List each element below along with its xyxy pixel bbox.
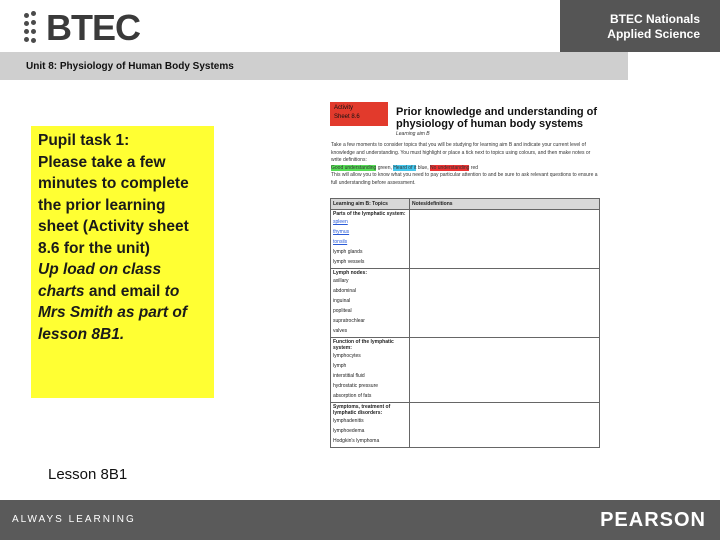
activity-sheet-image	[324, 98, 602, 464]
logo-dots-icon	[24, 11, 42, 45]
topic-item: supratrochlear	[333, 318, 365, 324]
btec-logo	[24, 7, 140, 48]
key-red-suffix: red	[470, 164, 479, 171]
key-green-suffix: green,	[377, 164, 392, 171]
table-row	[331, 403, 600, 448]
qualification-banner	[560, 0, 720, 52]
topic-item: popliteal	[333, 308, 352, 314]
key-blue-suffix: blue,	[417, 164, 429, 171]
sheet-subtitle: Learning aim B	[396, 131, 430, 137]
topic-item: interstitial fluid	[333, 373, 365, 379]
topic-item: thymus	[333, 229, 350, 235]
topic-item: lymphadenitis	[333, 418, 364, 424]
header	[0, 0, 720, 52]
topic-item: hydrostatic pressure	[333, 383, 379, 389]
topics-table	[330, 198, 600, 448]
banner-line1: BTEC Nationals	[609, 12, 700, 26]
banner-line2: Applied Science	[607, 27, 700, 41]
activity-badge	[330, 102, 388, 126]
topic-item: lymph glands	[333, 249, 363, 255]
task-and-email: and email	[88, 282, 161, 300]
table-row	[331, 210, 600, 269]
footer	[0, 500, 720, 540]
section-title: Parts of the lymphatic system:	[333, 211, 406, 217]
unit-bar-arrow	[600, 52, 628, 80]
topic-item: abdominal	[333, 288, 357, 294]
table-row	[331, 269, 600, 338]
sheet-title: Prior knowledge and understanding of physiology of human body systems	[396, 106, 598, 130]
task-recipient: to Mrs Smith as part of lesson 8B1.	[38, 282, 187, 343]
unit-bar	[0, 52, 628, 80]
topic-item: axillary	[333, 278, 349, 284]
section-title: Lymph nodes:	[333, 270, 367, 276]
colour-key	[331, 165, 599, 173]
pupil-task-box	[31, 126, 214, 398]
sheet-para1: Take a few moments to consider topics that you will be studying for learning aim B and indicate your current level of knowledge and understanding. You must highlight or place a tick next to topics using colours, and then make notes or write definitions:	[331, 142, 591, 163]
topic-item: lymphocytes	[333, 353, 361, 359]
topic-item: lymph	[333, 363, 347, 369]
topic-item: inguinal	[333, 298, 351, 304]
task-heading: Pupil task 1:	[38, 132, 130, 149]
section-title: Function of the lymphatic system:	[333, 339, 394, 351]
unit-title: Unit 8: Physiology of Human Body Systems	[26, 61, 234, 72]
topic-item: spleen	[333, 219, 348, 225]
topic-item: valves	[333, 328, 348, 334]
key-blue: Heard of it	[393, 164, 417, 171]
task-instruction: Please take a few minutes to complete the prior learning sheet (Activity sheet 8.6 for the unit)	[38, 153, 189, 257]
table-row	[331, 338, 600, 403]
lesson-label: Lesson 8B1	[48, 466, 128, 483]
always-learning-tagline: ALWAYS LEARNING	[12, 514, 136, 525]
topic-item: Hodgkin's lymphoma	[333, 438, 380, 444]
task-upload-text: Up load on class charts	[38, 261, 162, 300]
topic-item: lymph vessels	[333, 259, 365, 265]
sheet-para2: This will allow you to know what you need to pay particular attention to and be sure to ask relevant questions to ensure a full understanding before assessment.	[331, 172, 598, 186]
key-red: No understanding	[429, 164, 470, 171]
table-header-topics: Learning aim B: Topics	[331, 199, 410, 210]
pearson-logo: PEARSON	[600, 509, 706, 531]
table-header-notes: Notes/definitions	[410, 199, 600, 210]
sheet-instructions	[331, 142, 599, 187]
topic-item: tonsils	[333, 239, 348, 245]
badge-line1: Activity	[334, 105, 354, 111]
topic-item: lymphoedema	[333, 428, 365, 434]
key-green: Good understanding	[331, 164, 377, 171]
section-title: Symptoms, treatment of lymphatic disorders:	[333, 404, 391, 416]
topic-item: absorption of fats	[333, 393, 372, 399]
badge-line2: Sheet 8.6	[334, 114, 360, 120]
logo-text: BTEC	[46, 7, 140, 48]
